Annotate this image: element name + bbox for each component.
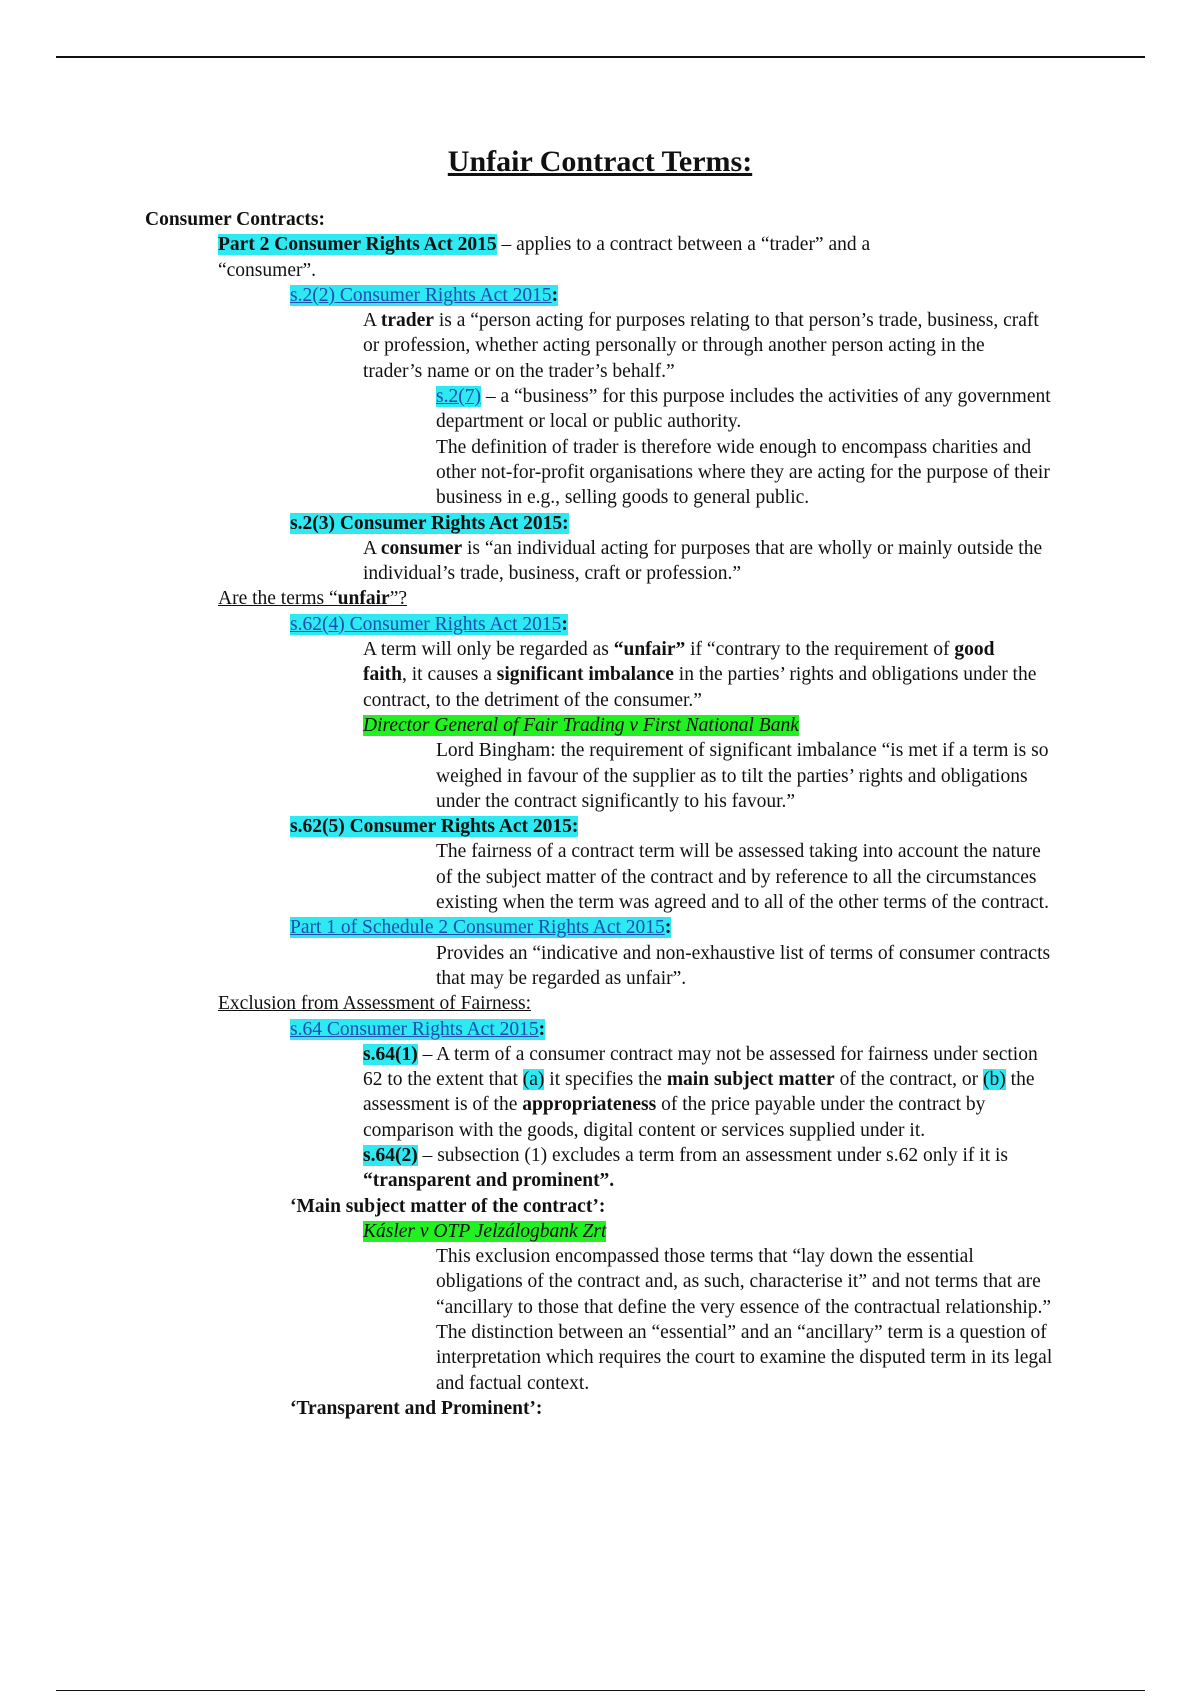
- unfair-def-unfair: “unfair”: [613, 639, 686, 661]
- s641-text: the assessment is of the: [363, 1069, 1035, 1116]
- statute-ref-s23: s.2(3) Consumer Rights Act 2015:: [290, 512, 569, 534]
- s625-paragraph: The fairness of a contract term will be assessed taking into account the nature of the subject matter of the contract and by reference to all the circumstances existing when the term was agreed and to all of the other terms of the contract.: [436, 841, 1049, 914]
- statute-link-schedule2[interactable]: Part 1 of Schedule 2 Consumer Rights Act 2015: [290, 917, 665, 939]
- part2-paragraph: [0, 232, 958, 283]
- heading-consumer-contracts: Consumer Contracts:: [145, 209, 325, 230]
- case-ref-first-national: [0, 713, 1200, 738]
- consumer-definition: [0, 536, 1043, 587]
- unfair-def-significant-imbalance: significant imbalance: [496, 664, 674, 686]
- bingham-paragraph: Lord Bingham: the requirement of significant imbalance “is met if a term is so weighed in favour of the supplier as to tilt the parties’ rights and obligations under the contract significantly to his favour.”: [436, 740, 1049, 812]
- s27-paragraph: [0, 384, 1056, 435]
- kasler-paragraph-2: The distinction between an “essential” and an “ancillary” term is a question of interpretation which requires the court to examine the disputed term in its legal and factual context.: [436, 1322, 1053, 1394]
- s64-heading: [0, 1017, 1200, 1042]
- statute-ref-s642: s.64(2): [363, 1144, 418, 1166]
- statute-link-s624[interactable]: s.62(4) Consumer Rights Act 2015: [290, 613, 562, 635]
- marker-b: (b): [983, 1069, 1006, 1091]
- unfair-q-pre: Are the terms “: [218, 588, 338, 610]
- consumer-a: A: [363, 537, 381, 559]
- statute-link-s64[interactable]: s.64 Consumer Rights Act 2015: [290, 1018, 539, 1040]
- unfair-def-part: , it causes a: [402, 664, 497, 686]
- main-subject-heading: ‘Main subject matter of the contract’:: [290, 1195, 606, 1217]
- trader-word: trader: [380, 310, 434, 332]
- statute-ref-part2: Part 2 Consumer Rights Act 2015: [218, 234, 497, 256]
- s641-text: of the price payable under the contract by comparison with the goods, digital content or services supplied under it.: [363, 1094, 986, 1141]
- schedule2-colon: :: [664, 917, 672, 939]
- top-rule: [56, 56, 1145, 58]
- document-body: [0, 207, 1200, 1421]
- bottom-rule: [56, 1690, 1145, 1691]
- kasler-paragraph-1: This exclusion encompassed those terms that “lay down the essential obligations of the contract and, as such, characterise it” and not terms that are “ancillary to those that define the very essence of the contractual relationship.”: [436, 1246, 1052, 1318]
- s641-paragraph: [0, 1042, 1043, 1143]
- schedule2-paragraph: Provides an “indicative and non-exhaustive list of terms of consumer contracts that may be regarded as unfair”.: [436, 942, 1051, 989]
- trader-wide-paragraph: The definition of trader is therefore wide enough to encompass charities and other not-for-profit organisations where they are acting for the purpose of their business in e.g., selling goods to general public.: [436, 436, 1050, 509]
- unfair-q-word: unfair: [337, 588, 390, 610]
- statute-link-s22[interactable]: s.2(2) Consumer Rights Act 2015: [290, 284, 552, 306]
- s642-text: – subsection (1) excludes a term from an assessment under s.62 only if it is: [417, 1144, 1008, 1166]
- consumer-def-text: is “an individual acting for purposes that are wholly or mainly outside the individual’s trade, business, craft or profession.”: [363, 537, 1043, 585]
- s642-paragraph: [0, 1143, 1043, 1194]
- part2-text: – applies to a contract between a “trader” and a “consumer”.: [218, 234, 871, 281]
- unfair-definition: [0, 637, 1043, 713]
- s64-colon: :: [538, 1018, 546, 1040]
- schedule2-heading: [0, 915, 1200, 940]
- exclusion-heading: Exclusion from Assessment of Fairness:: [218, 993, 532, 1015]
- case-name-first-national: Director General of Fair Trading v First National Bank: [363, 714, 799, 736]
- case-ref-kasler: [0, 1219, 1200, 1244]
- unfair-def-part: in the parties’ rights and obligations under the contract, to the detriment of the consumer.”: [363, 664, 1037, 711]
- s641-appropriateness: appropriateness: [522, 1094, 657, 1116]
- statute-link-s27[interactable]: s.2(7): [436, 386, 481, 408]
- page-title: Unfair Contract Terms:: [447, 145, 753, 178]
- s624-heading: [0, 612, 1200, 637]
- s22-heading: [0, 283, 1200, 308]
- unfair-def-good-faith: good faith: [363, 639, 995, 686]
- s624-colon: :: [561, 613, 568, 635]
- s642-transparent-prominent: “transparent and prominent”.: [363, 1170, 615, 1192]
- s625-heading: [0, 814, 1200, 839]
- unfair-q-post: ”?: [389, 588, 407, 610]
- trader-a: A: [363, 310, 381, 332]
- s22-colon: :: [551, 284, 559, 306]
- unfair-question-heading: [0, 586, 1200, 611]
- trader-definition: [0, 308, 1043, 384]
- s641-text: it specifies the: [544, 1069, 667, 1091]
- s641-text: – A term of a consumer contract may not be assessed for fairness under section 62 to the extent that: [363, 1043, 1038, 1091]
- s641-main-subject: main subject matter: [666, 1069, 835, 1091]
- statute-ref-s625: s.62(5) Consumer Rights Act 2015:: [290, 816, 579, 838]
- unfair-def-part: if “contrary to the requirement of: [685, 639, 955, 661]
- case-name-kasler: Kásler v OTP Jelzálogbank Zrt: [363, 1220, 607, 1242]
- consumer-word: consumer: [380, 537, 463, 559]
- unfair-def-part: A term will only be regarded as: [363, 639, 614, 661]
- s27-text: – a “business” for this purpose includes the activities of any government department or local or public authority.: [436, 386, 1051, 433]
- marker-a: (a): [522, 1069, 545, 1091]
- s23-heading: [0, 511, 1200, 536]
- transparent-heading: ‘Transparent and Prominent’:: [290, 1397, 543, 1419]
- trader-def-text: is a “person acting for purposes relating to that person’s trade, business, craft or profession, whether acting personally or through another person acting in the trader’s name or on the trader’s behalf.”: [363, 310, 1039, 382]
- s641-text: of the contract, or: [834, 1069, 984, 1091]
- statute-ref-s641: s.64(1): [363, 1043, 418, 1065]
